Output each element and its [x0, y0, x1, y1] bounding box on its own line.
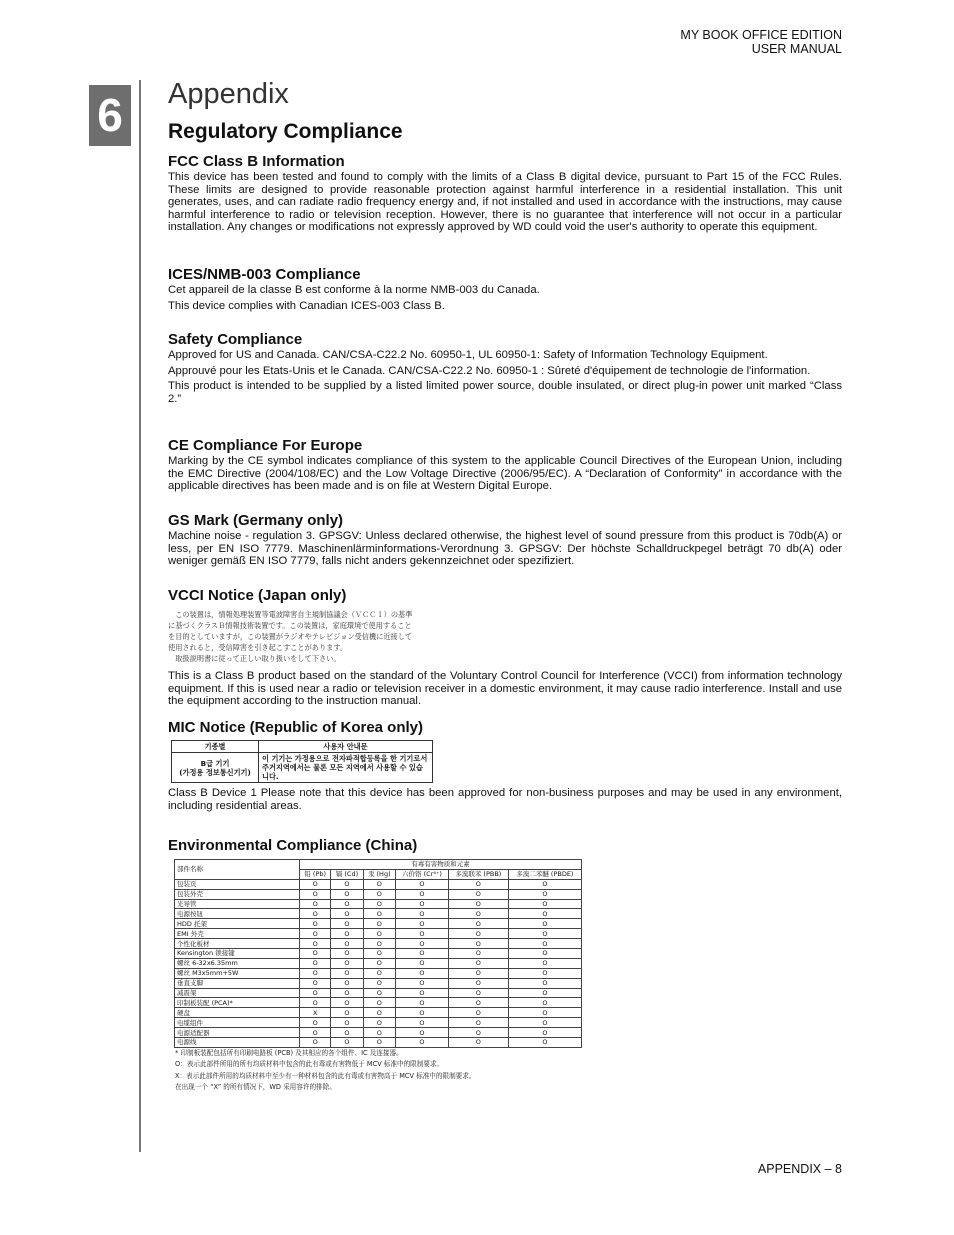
substance-status-cell: O	[396, 1038, 449, 1048]
substance-status-cell: O	[396, 1018, 449, 1028]
gs-section	[168, 512, 842, 568]
vcci-jp-line: この装置は，情報処理装置等電波障害自主規制協議会（ＶＣＣＩ）の基準	[168, 610, 413, 619]
ices-p2: This device complies with Canadian ICES-003 Class B.	[168, 299, 445, 312]
china-notes	[175, 1048, 842, 1094]
substance-status-cell: O	[508, 1018, 581, 1028]
substance-status-cell: O	[331, 1018, 363, 1028]
substance-status-cell: O	[448, 889, 508, 899]
vcci-jp-line: に基づくクラスＢ情報技術装置です。この装置は，家庭環境で使用すること	[168, 621, 412, 630]
substance-status-cell: O	[363, 899, 396, 909]
ices-section	[168, 266, 842, 312]
substance-status-cell: O	[363, 998, 396, 1008]
china-heading: Environmental Compliance (China)	[168, 837, 418, 854]
gs-body: Machine noise - regulation 3. GPSGV: Unless declared otherwise, the highest level of sound pressure from this product is 70db(A) or less, per EN ISO 7779. Maschinenlärminformations-Verordnung 3. GPSGV: Der höchste Schalldruckpegel beträgt 70 db(A) oder weniger gemäß EN ISO 7779, falls nicht anders gekennzeichnet oder spezifiziert.	[168, 530, 842, 568]
ce-body: Marking by the CE symbol indicates compliance of this system to the applicable Council Directives of the European Union, including the EMC Directive (2004/108/EC) and the Low Voltage Directive (2006/95/EC). A “Declaration of Conformity” in accordance with the applicable directives has been made and is on file at Western Digital Europe.	[168, 455, 842, 493]
substance-status-cell: O	[363, 958, 396, 968]
substance-status-cell: O	[300, 1018, 331, 1028]
substance-status-cell: O	[396, 879, 449, 889]
china-note: O：表示此部件所用的所有均质材料中包含的此有毒或有害物低于 MCV 标准中的限制要求。	[175, 1060, 444, 1069]
substance-status-cell: O	[331, 909, 363, 919]
china-column-header: 多溴二苯醚 (PBDE)	[508, 869, 581, 879]
substance-status-cell: O	[300, 1038, 331, 1048]
substance-status-cell: O	[448, 1028, 508, 1038]
substance-status-cell: O	[396, 988, 449, 998]
part-name-cell: EMI 外壳	[175, 929, 300, 939]
substance-status-cell: O	[363, 968, 396, 978]
ices-heading: ICES/NMB-003 Compliance	[168, 266, 361, 283]
substance-status-cell: O	[396, 949, 449, 959]
safety-p1: Approved for US and Canada. CAN/CSA-C22.2 No. 60950-1, UL 60950-1: Safety of Information Technology Equipment.	[168, 349, 768, 361]
substance-status-cell: O	[300, 958, 331, 968]
substance-status-cell: O	[508, 1038, 581, 1048]
china-column-header: 汞 (Hg)	[363, 869, 396, 879]
safety-section	[168, 331, 842, 405]
substance-status-cell: O	[331, 879, 363, 889]
china-column-header: 铅 (Pb)	[300, 869, 331, 879]
page-footer: APPENDIX – 8	[757, 1162, 842, 1176]
substance-status-cell: O	[331, 978, 363, 988]
table-row	[175, 1038, 582, 1048]
table-row	[175, 879, 582, 889]
substance-status-cell: O	[396, 889, 449, 899]
part-name-cell: 个性化板材	[175, 939, 300, 949]
substance-status-cell: O	[448, 958, 508, 968]
gs-heading: GS Mark (Germany only)	[168, 512, 344, 529]
table-row	[175, 889, 582, 899]
part-name-cell: Kensington 锁接键	[175, 949, 300, 959]
substance-status-cell: O	[363, 1028, 396, 1038]
part-name-cell: 垂直支脚	[175, 978, 300, 988]
margin-rule	[139, 80, 141, 1152]
substance-status-cell: O	[508, 919, 581, 929]
fcc-section	[168, 153, 842, 234]
substance-status-cell: O	[508, 949, 581, 959]
vcci-jp-line: 使用されると，受信障害を引き起こすことがあります。	[168, 643, 348, 652]
substance-status-cell: O	[508, 998, 581, 1008]
substance-status-cell: O	[363, 889, 396, 899]
china-section	[168, 837, 842, 1094]
china-note: 在出现一个 “X” 的所有情况下，WD 采用容许的排除。	[175, 1083, 336, 1092]
substance-status-cell: O	[508, 899, 581, 909]
ce-heading: CE Compliance For Europe	[168, 437, 363, 454]
table-row	[175, 919, 582, 929]
substance-status-cell: O	[448, 1018, 508, 1028]
substance-status-cell: O	[448, 988, 508, 998]
substance-status-cell: O	[396, 998, 449, 1008]
substance-status-cell: O	[300, 949, 331, 959]
part-name-cell: 光导管	[175, 899, 300, 909]
vcci-section	[168, 587, 842, 708]
substance-status-cell: O	[448, 1008, 508, 1018]
page-title: Appendix	[168, 78, 289, 110]
table-row	[175, 998, 582, 1008]
table-row	[175, 1028, 582, 1038]
substance-status-cell: X	[300, 1008, 331, 1018]
substance-status-cell: O	[331, 1008, 363, 1018]
substance-status-cell: O	[396, 1008, 449, 1018]
substance-status-cell: O	[331, 958, 363, 968]
substance-status-cell: O	[363, 1008, 396, 1018]
substance-status-cell: O	[363, 939, 396, 949]
substance-status-cell: O	[331, 899, 363, 909]
substance-status-cell: O	[363, 988, 396, 998]
safety-p3: This product is intended to be supplied by a listed limited power source, double insulated, or direct plug-in power unit marked “Class 2.”	[168, 380, 842, 405]
fcc-body: This device has been tested and found to comply with the limits of a Class B digital device, pursuant to Part 15 of the FCC Rules. These limits are designed to provide reasonable protection against harmful interference in a residential installation. This unit generates, uses, and can radiate radio frequency energy and, if not installed and used in accordance with the instructions, may cause harmful interference to radio or television reception. However, there is no guarantee that interference will not occur in a particular installation. Any changes or modifications not expressly approved by WD could void the user's authority to operate this equipment.	[168, 171, 842, 234]
safety-p2: Approuvé pour les Etats-Unis et le Canada. CAN/CSA-C22.2 No. 60950-1 : Sûreté d'équipement de technologie de l'information.	[168, 364, 811, 377]
part-name-cell: 电缆组件	[175, 1018, 300, 1028]
substance-status-cell: O	[448, 879, 508, 889]
substance-status-cell: O	[300, 929, 331, 939]
mic-korean-table	[171, 740, 433, 783]
substance-status-cell: O	[448, 919, 508, 929]
substance-status-cell: O	[508, 889, 581, 899]
chapter-number-badge: 6	[89, 85, 131, 146]
substance-status-cell: O	[448, 909, 508, 919]
china-column-header: 多溴联苯 (PBB)	[448, 869, 508, 879]
substance-status-cell: O	[300, 1028, 331, 1038]
table-row	[175, 968, 582, 978]
substance-status-cell: O	[300, 978, 331, 988]
substance-status-cell: O	[508, 1008, 581, 1018]
substance-status-cell: O	[448, 968, 508, 978]
substance-status-cell: O	[363, 909, 396, 919]
vcci-japanese-notice	[168, 609, 430, 664]
substance-status-cell: O	[508, 909, 581, 919]
substance-status-cell: O	[331, 919, 363, 929]
substance-status-cell: O	[331, 968, 363, 978]
part-name-cell: 螺丝 M3x5mm+5W	[175, 968, 300, 978]
substance-status-cell: O	[508, 988, 581, 998]
table-row	[175, 1018, 582, 1028]
substance-status-cell: O	[300, 919, 331, 929]
table-row	[175, 939, 582, 949]
substance-status-cell: O	[396, 939, 449, 949]
ices-p1: Cet appareil de la classe B est conforme à la norme NMB-003 du Canada.	[168, 284, 540, 296]
mic-table-notice: 이 기기는 가정용으로 전자파적합등록을 한 기기로서 주거지역에서는 물론 모든 지역에서 사용할 수 있습니다.	[259, 753, 433, 783]
china-column-header: 六价铬 (Cr⁶⁺)	[396, 869, 449, 879]
substance-status-cell: O	[396, 958, 449, 968]
vcci-jp-line: を目的としていますが，この装置がラジオやテレビジョン受信機に近接して	[168, 632, 413, 641]
part-name-cell: 包装页	[175, 879, 300, 889]
vcci-body: This is a Class B product based on the standard of the Voluntary Control Council for Interference (VCCI) from information technology equipment. If this is used near a radio or television receiver in a domestic environment, it may cause radio interference. Install and use the equipment according to the instruction manual.	[168, 670, 842, 708]
part-name-cell: 电源线	[175, 1038, 300, 1048]
part-name-cell: 减震架	[175, 988, 300, 998]
table-row	[175, 1008, 582, 1018]
part-name-cell: 硬盘	[175, 1008, 300, 1018]
substance-status-cell: O	[508, 1028, 581, 1038]
section-title: Regulatory Compliance	[168, 120, 403, 143]
part-name-cell: 电源适配器	[175, 1028, 300, 1038]
china-group-header: 有毒有害物质和元素	[300, 860, 582, 870]
substance-status-cell: O	[331, 949, 363, 959]
substance-status-cell: O	[508, 978, 581, 988]
substance-status-cell: O	[363, 929, 396, 939]
substance-status-cell: O	[300, 899, 331, 909]
substance-status-cell: O	[396, 899, 449, 909]
part-name-cell: 电源按钮	[175, 909, 300, 919]
table-row	[175, 929, 582, 939]
mic-table-header-notice: 사용자 안내문	[259, 741, 433, 753]
substance-status-cell: O	[331, 988, 363, 998]
china-note: * 印制板装配包括所有印刷电路板 (PCB) 及其相应的各个组件、IC 及连接器。	[175, 1048, 403, 1057]
substance-status-cell: O	[331, 929, 363, 939]
ce-section	[168, 437, 842, 493]
table-row	[175, 958, 582, 968]
substance-status-cell: O	[331, 1028, 363, 1038]
table-row	[175, 988, 582, 998]
table-row	[175, 899, 582, 909]
table-row	[175, 949, 582, 959]
vcci-jp-line: 取扱説明書に従って正しい取り扱いをして下さい。	[168, 654, 341, 663]
substance-status-cell: O	[300, 998, 331, 1008]
mic-heading: MIC Notice (Republic of Korea only)	[168, 719, 424, 736]
china-note: X：表示此部件所用的均质材料中至少有一种材料包含的此有毒或有害物高于 MCV 标准中的限制要求。	[175, 1071, 476, 1080]
substance-status-cell: O	[448, 929, 508, 939]
substance-status-cell: O	[300, 909, 331, 919]
substance-status-cell: O	[396, 919, 449, 929]
substance-status-cell: O	[508, 958, 581, 968]
vcci-heading: VCCI Notice (Japan only)	[168, 587, 347, 604]
substance-status-cell: O	[396, 1028, 449, 1038]
substance-status-cell: O	[300, 889, 331, 899]
header-manual: USER MANUAL	[751, 42, 842, 56]
substance-status-cell: O	[300, 968, 331, 978]
page-content	[168, 76, 842, 1092]
part-name-cell: 螺丝 6-32x6.35mm	[175, 958, 300, 968]
china-substance-table	[174, 859, 582, 1048]
header-product: MY BOOK OFFICE EDITION	[680, 28, 842, 42]
substance-status-cell: O	[331, 939, 363, 949]
substance-status-cell: O	[331, 889, 363, 899]
substance-status-cell: O	[508, 968, 581, 978]
substance-status-cell: O	[331, 1038, 363, 1048]
substance-status-cell: O	[448, 949, 508, 959]
safety-heading: Safety Compliance	[168, 331, 303, 348]
substance-status-cell: O	[448, 978, 508, 988]
substance-status-cell: O	[508, 939, 581, 949]
substance-status-cell: O	[363, 879, 396, 889]
china-column-header: 镉 (Cd)	[331, 869, 363, 879]
substance-status-cell: O	[300, 879, 331, 889]
substance-status-cell: O	[508, 879, 581, 889]
substance-status-cell: O	[300, 939, 331, 949]
mic-section	[168, 719, 842, 812]
mic-table-header-type: 기종별	[172, 741, 259, 753]
substance-status-cell: O	[396, 929, 449, 939]
substance-status-cell: O	[396, 978, 449, 988]
mic-body: Class B Device 1 Please note that this device has been approved for non-business purposes and may be used in any environment, including residential areas.	[168, 787, 842, 812]
part-name-cell: 包装外壳	[175, 889, 300, 899]
substance-status-cell: O	[363, 1038, 396, 1048]
page-header	[680, 28, 842, 56]
substance-status-cell: O	[448, 998, 508, 1008]
substance-status-cell: O	[448, 899, 508, 909]
fcc-heading: FCC Class B Information	[168, 153, 345, 170]
mic-table-class: B급 기기 (가정용 정보통신기기)	[172, 753, 259, 783]
table-row	[175, 909, 582, 919]
china-part-header: 部件名称	[175, 860, 300, 880]
substance-status-cell: O	[508, 929, 581, 939]
substance-status-cell: O	[363, 919, 396, 929]
substance-status-cell: O	[396, 968, 449, 978]
part-name-cell: HDD 托架	[175, 919, 300, 929]
substance-status-cell: O	[396, 909, 449, 919]
substance-status-cell: O	[448, 1038, 508, 1048]
substance-status-cell: O	[300, 988, 331, 998]
part-name-cell: 印制板装配 (PCA)*	[175, 998, 300, 1008]
table-row	[175, 978, 582, 988]
substance-status-cell: O	[363, 949, 396, 959]
substance-status-cell: O	[331, 998, 363, 1008]
substance-status-cell: O	[363, 978, 396, 988]
substance-status-cell: O	[448, 939, 508, 949]
substance-status-cell: O	[363, 1018, 396, 1028]
